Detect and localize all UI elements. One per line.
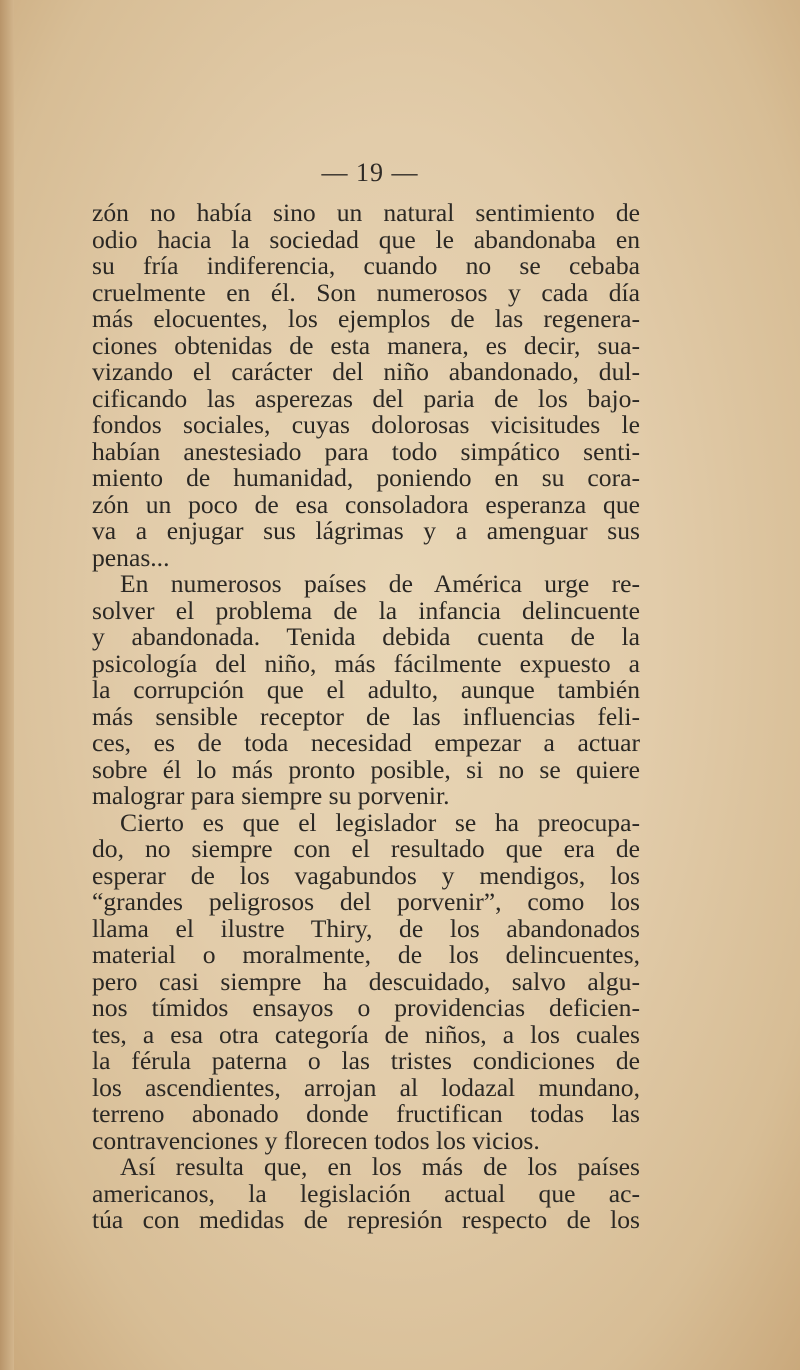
text-line: do, no siempre con el resultado que era de xyxy=(92,834,640,863)
text-line: miento de humanidad, poniendo en su cora- xyxy=(92,463,640,492)
text-line: habían anestesiado para todo simpático senti- xyxy=(92,436,640,466)
text-line: tes, a esa otra categoría de niños, a los cuales xyxy=(92,1019,640,1049)
page-number: — 19 — xyxy=(321,158,419,187)
text-line: contravenciones y florecen todos los vicios. xyxy=(92,1125,540,1155)
text-line: ciones obtenidas de esta manera, es decir, sua- xyxy=(92,330,640,360)
text-line: más elocuentes, los ejemplos de las regenera- xyxy=(92,304,640,333)
text-line: penas... xyxy=(92,542,170,572)
text-line: esperar de los vagabundos y mendigos, los xyxy=(92,860,640,890)
text-line: Cierto es que el legislador se ha preocupa- xyxy=(120,807,640,837)
text-line: nos tímidos ensayos o providencias deficien- xyxy=(92,993,640,1022)
text-line: va a enjugar sus lágrimas y a amenguar sus xyxy=(92,516,640,545)
text-line: psicología del niño, más fácilmente expuesto a xyxy=(92,648,640,678)
text-line: odio hacia la sociedad que le abandonaba en xyxy=(92,224,640,254)
text-line: pero casi siempre ha descuidado, salvo algu- xyxy=(92,966,640,996)
text-line: la corrupción que el adulto, aunque también xyxy=(92,675,640,704)
text-line: Así resulta que, en los más de los países xyxy=(120,1152,640,1181)
text-line: y abandonada. Tenida debida cuenta de la xyxy=(92,622,640,651)
text-line: la férula paterna o las tristes condiciones de xyxy=(92,1046,640,1075)
body-text xyxy=(92,200,640,1234)
text-line: ces, es de toda necesidad empezar a actuar xyxy=(92,728,640,757)
text-line: material o moralmente, de los delincuentes, xyxy=(92,940,640,969)
text-line: zón un poco de esa consoladora esperanza que xyxy=(92,489,640,519)
text-line: “grandes peligrosos del porvenir”, como los xyxy=(92,887,640,916)
text-line: americanos, la legislación actual que ac- xyxy=(92,1178,640,1208)
page-binding-edge xyxy=(0,0,14,1370)
text-line: vizando el carácter del niño abandonado, dul- xyxy=(92,357,640,386)
text-line: sobre él lo más pronto posible, si no se quiere xyxy=(92,754,640,784)
text-line: más sensible receptor de las influencias feli- xyxy=(92,701,640,731)
text-line: En numerosos países de América urge re- xyxy=(120,569,640,598)
text-line: túa con medidas de represión respecto de los xyxy=(92,1205,640,1234)
text-line: llama el ilustre Thiry, de los abandonados xyxy=(92,913,640,943)
text-line: los ascendientes, arrojan al lodazal mundano, xyxy=(92,1072,640,1102)
text-line: solver el problema de la infancia delincuente xyxy=(92,595,640,625)
text-line: terreno abonado donde fructifican todas las xyxy=(92,1099,640,1128)
text-line: cruelmente en él. Son numerosos y cada día xyxy=(92,277,640,307)
text-line: zón no había sino un natural sentimiento de xyxy=(92,198,640,227)
text-line: cificando las asperezas del paria de los bajo- xyxy=(92,383,640,413)
text-line: fondos sociales, cuyas dolorosas vicisitudes le xyxy=(92,410,640,439)
text-line: malograr para siempre su porvenir. xyxy=(92,781,450,810)
text-line: su fría indiferencia, cuando no se cebaba xyxy=(92,251,640,280)
